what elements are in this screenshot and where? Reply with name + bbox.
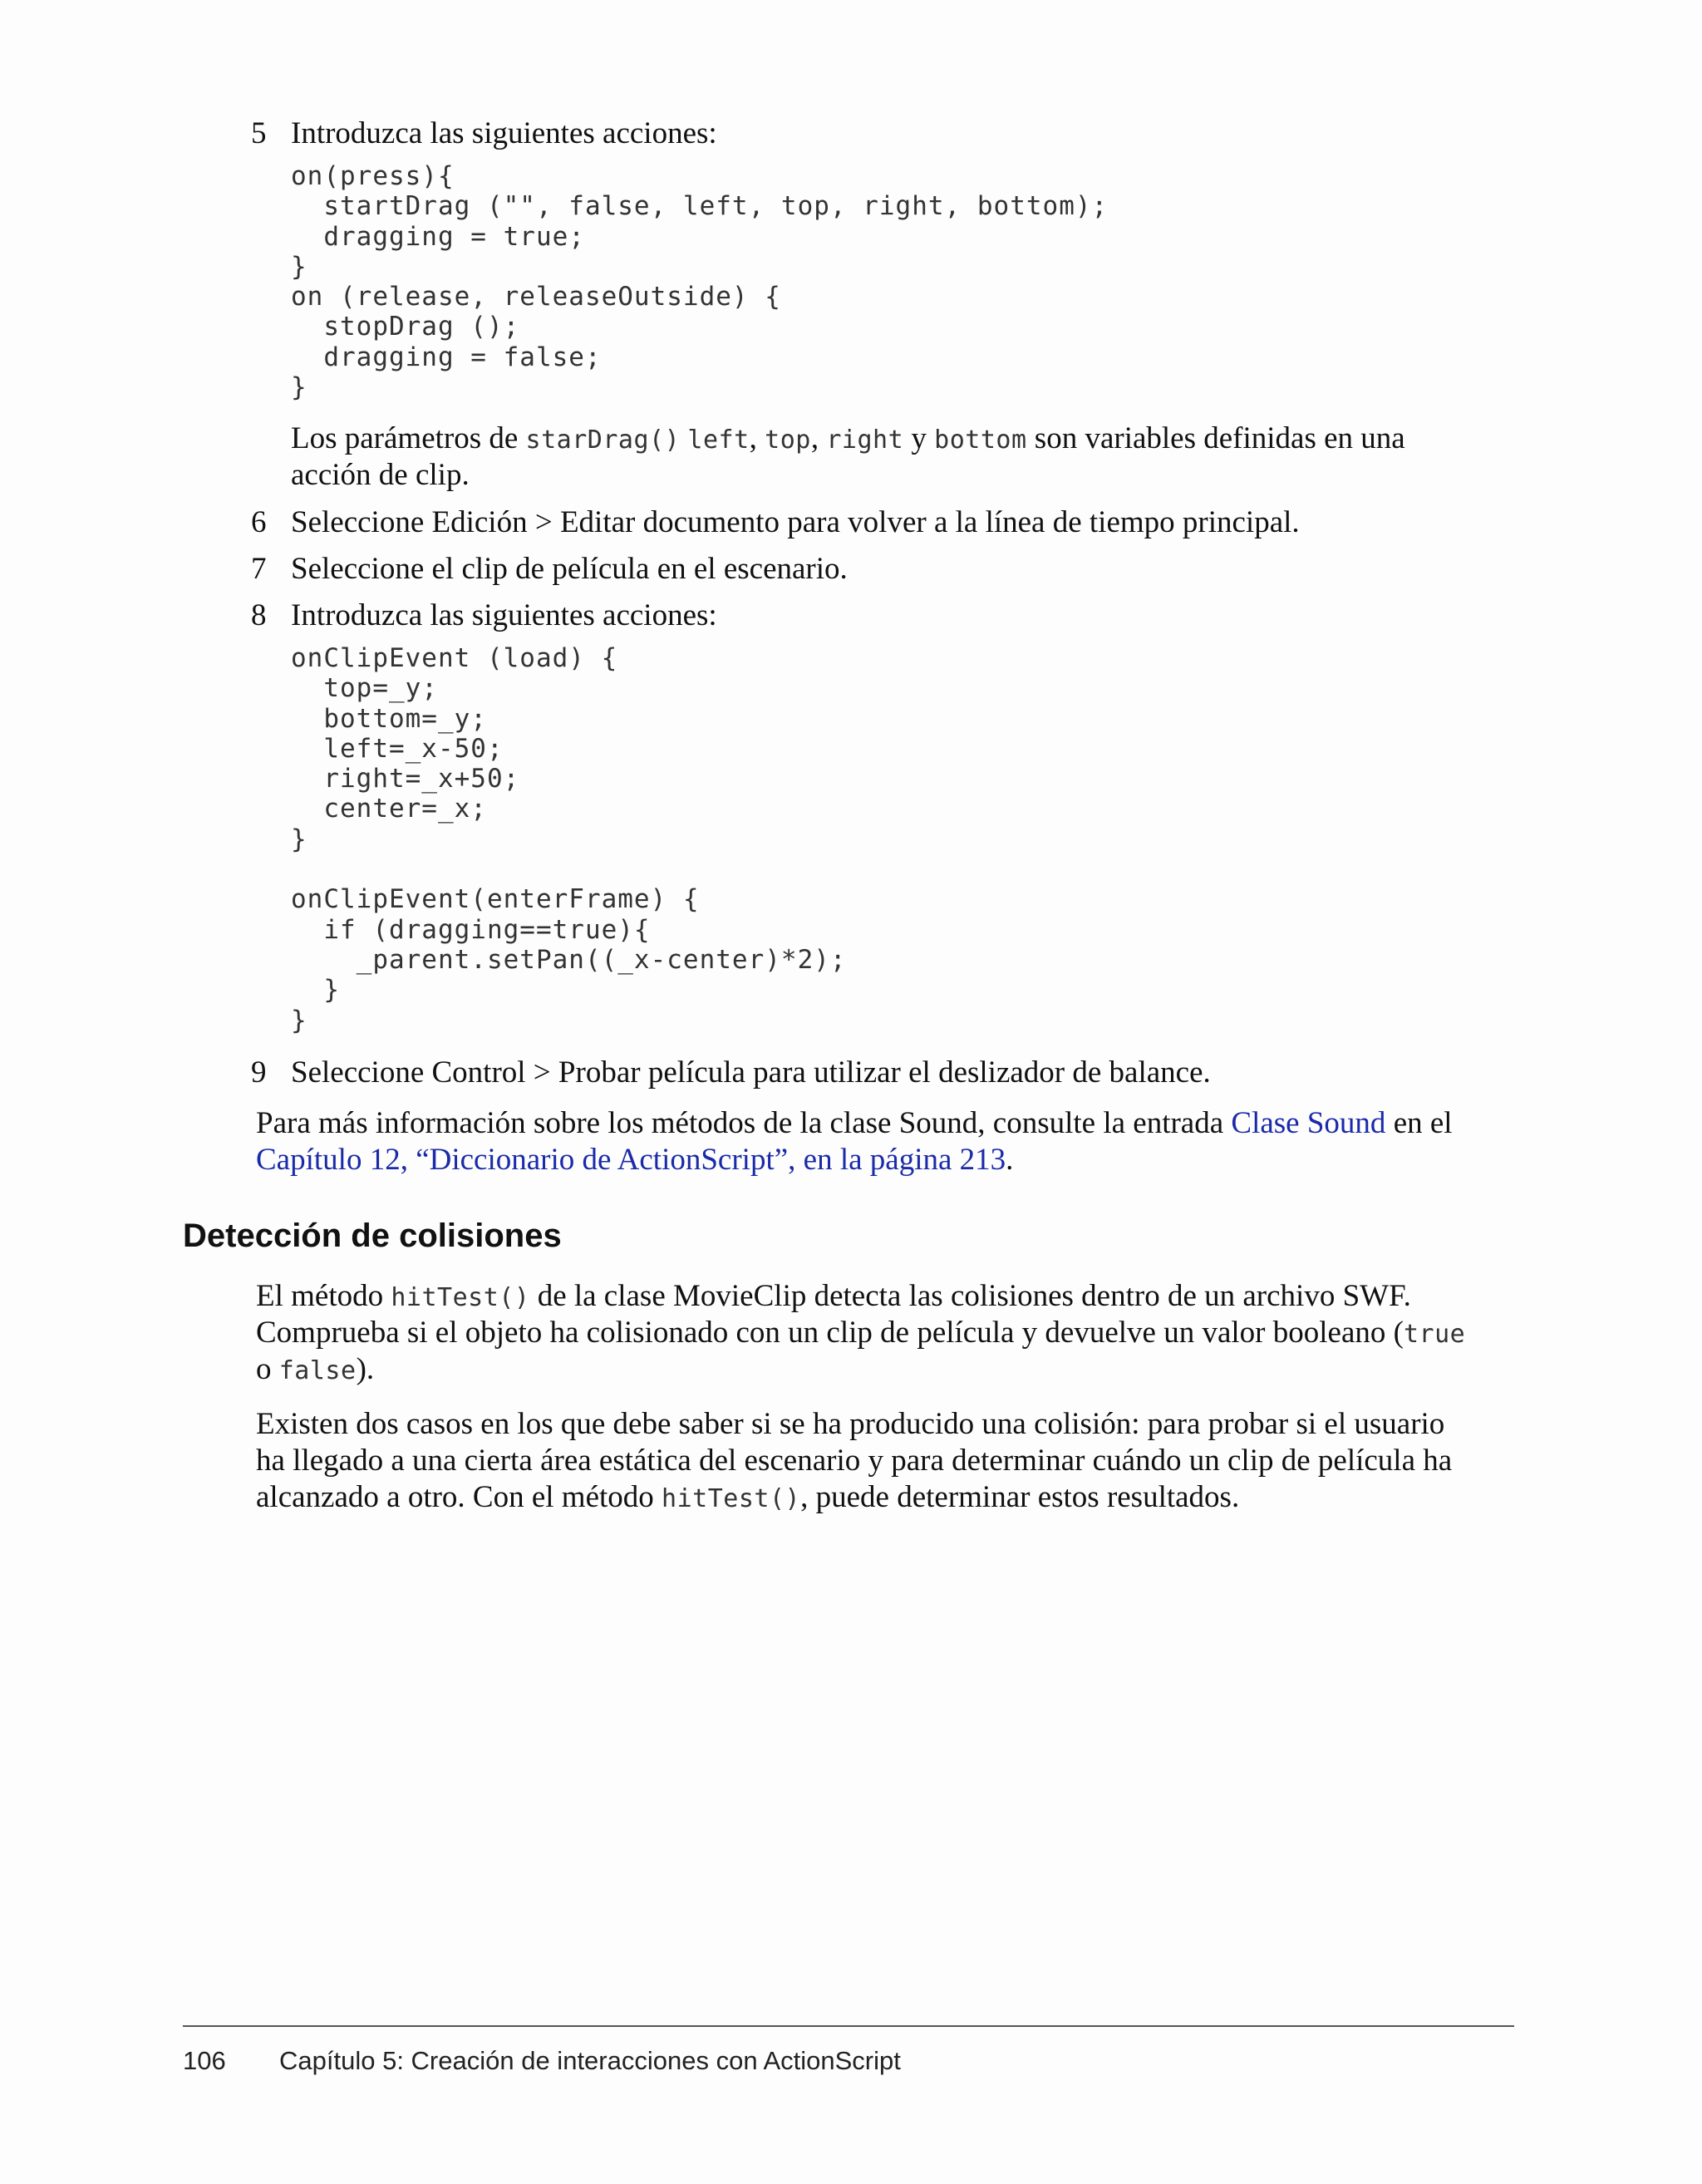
link-capitulo-12[interactable]: Capítulo 12, “Diccionario de ActionScript”, en la página 213 — [256, 1143, 1006, 1177]
hittest-text: ). — [356, 1352, 375, 1386]
code-inline: top — [765, 425, 811, 455]
code-line: dragging = false; — [291, 342, 602, 372]
code-line: left=_x-50; — [291, 733, 504, 764]
hittest-text: o — [256, 1352, 279, 1386]
params-text: y — [903, 421, 935, 455]
step-number: 6 — [251, 505, 267, 539]
code-line — [291, 854, 847, 884]
code-line: on(press){ — [291, 161, 455, 191]
step-number: 5 — [251, 116, 267, 150]
code-block-clipevent — [291, 643, 847, 1035]
cases-paragraph — [256, 1406, 1452, 1516]
params-text: Los parámetros de — [291, 421, 526, 455]
code-inline: true — [1403, 1320, 1466, 1349]
step-text: Seleccione Edición > Editar documento para volver a la línea de tiempo principal. — [291, 505, 1300, 539]
code-block-drag — [291, 161, 1108, 402]
link-clase-sound[interactable]: Clase Sound — [1231, 1106, 1386, 1140]
code-line: stopDrag (); — [291, 312, 520, 342]
hittest-paragraph — [256, 1278, 1465, 1388]
more-info-paragraph — [256, 1105, 1453, 1178]
cases-text: Existen dos casos en los que debe saber si se ha producido una colisión: para probar si el usuario — [256, 1407, 1445, 1441]
code-line: } — [291, 975, 340, 1006]
code-line: on (release, releaseOutside) { — [291, 282, 781, 312]
code-line: onClipEvent (load) { — [291, 643, 618, 673]
hittest-text: de la clase MovieClip detecta las colisiones dentro de un archivo SWF. — [529, 1279, 1411, 1313]
more-info-text: . — [1006, 1143, 1014, 1177]
code-line: center=_x; — [291, 794, 487, 824]
params-paragraph — [291, 421, 1405, 494]
step-number: 7 — [251, 552, 267, 586]
params-text: son variables definidas en una — [1026, 421, 1405, 455]
code-line: dragging = true; — [291, 221, 585, 252]
code-line: } — [291, 372, 307, 403]
code-line: bottom=_y; — [291, 703, 487, 734]
code-inline: bottom — [934, 425, 1027, 455]
step-text: Introduzca las siguientes acciones: — [291, 598, 717, 632]
step-text: Seleccione el clip de película en el escenario. — [291, 552, 848, 586]
params-text: , — [810, 421, 827, 455]
code-line: startDrag ("", false, left, top, right, bottom); — [291, 191, 1109, 222]
section-heading: Detección de colisiones — [183, 1217, 562, 1254]
code-line: } — [291, 1005, 307, 1035]
more-info-text: en el — [1385, 1106, 1453, 1140]
params-text: , — [749, 421, 765, 455]
code-inline: starDrag() — [525, 425, 681, 455]
chapter-title: Capítulo 5: Creación de interacciones con ActionScript — [279, 2046, 901, 2075]
code-line: } — [291, 824, 307, 854]
step-text: Introduzca las siguientes acciones: — [291, 116, 717, 150]
params-text: acción de clip. — [291, 458, 470, 492]
hittest-text: Comprueba si el objeto ha colisionado con un clip de película y devuelve un valor booleano ( — [256, 1316, 1404, 1350]
code-inline: hitTest() — [662, 1484, 801, 1513]
step-number: 9 — [251, 1055, 267, 1090]
step-number: 8 — [251, 598, 267, 632]
hittest-text: El método — [256, 1279, 391, 1313]
page-number: 106 — [183, 2046, 226, 2075]
cases-text: ha llegado a una cierta área estática del escenario y para determinar cuándo un clip de película ha — [256, 1444, 1453, 1478]
code-inline: hitTest() — [391, 1283, 530, 1312]
code-line: onClipEvent(enterFrame) { — [291, 884, 700, 915]
code-inline: right — [826, 425, 904, 455]
code-line: _parent.setPan((_x-center)*2); — [291, 944, 847, 975]
cases-text: , puede determinar estos resultados. — [800, 1480, 1240, 1514]
cases-text: alcanzado a otro. Con el método — [256, 1480, 662, 1514]
code-inline: false — [278, 1356, 357, 1385]
more-info-text: Para más información sobre los métodos de la clase Sound, consulte la entrada — [256, 1106, 1232, 1140]
code-line: right=_x+50; — [291, 764, 520, 794]
code-inline: left — [687, 425, 750, 455]
code-line: } — [291, 251, 307, 282]
step-text: Seleccione Control > Probar película para utilizar el deslizador de balance. — [291, 1055, 1211, 1090]
code-line: top=_y; — [291, 673, 438, 704]
footer-divider — [183, 2025, 1514, 2027]
code-line: if (dragging==true){ — [291, 914, 651, 945]
